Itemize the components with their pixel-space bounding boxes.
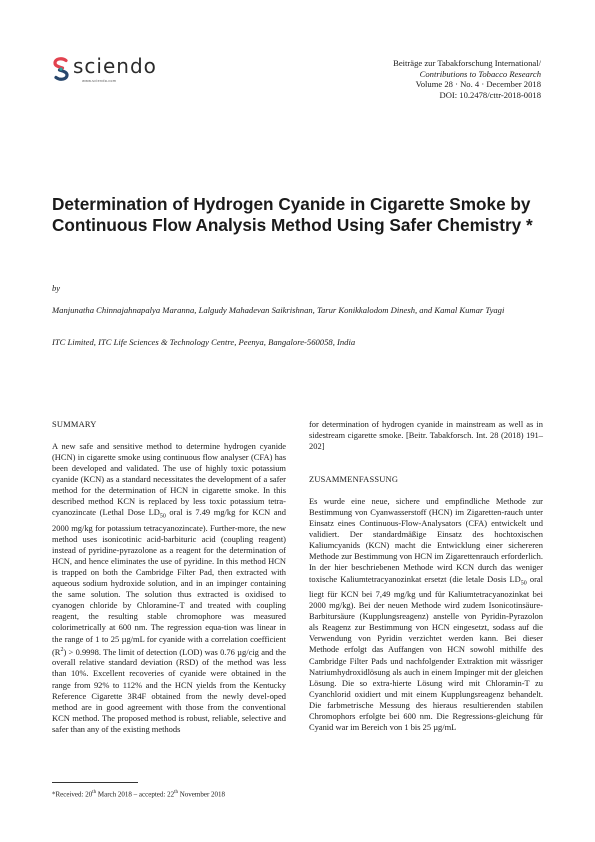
footnote-divider: [52, 782, 138, 783]
summary-text: A new safe and sensitive method to determine hydrogen cyanide (HCN) in cigarette smoke using continuous flow analyser (CFA) has been developed and validated. The use of highly toxic potassium cyanide (KCN) as a standard necessitates the development of a safer method for the determination of HCN in cigarette smoke. In this described method KCN is replaced by less toxic potassium tetra-cyanozincate (Lethal Dose $LD_{50}$ oral is 7.49 mg/kg for KCN and 2000 mg/kg for potassium tetracyanozincate). Further-more, the new method uses isonicotinic acid-barbituric acid (coupling reagent) instead of pyridine-pyrazolone as a reagent for the determination of HCN, and hence eliminates the use of pyridine. In this method HCN is trapped on both the Cambridge Filter Pad, then extracted with aqueous sodium hydroxide solution, and in an impinger containing the same solution. The solution thus extracted is oxidised to cyanogen chloride by Chloramine-T and treated with coupling reagent, the resulting stable chromophore was measured colorimetrically at 600 nm. The regression equa-tion was linear in the range of 1 to 25 µg/mL for cyanide with a correlation coefficient $(R^2) > 0.9998$. The limit of detection (LOD) was 0.76 µg/cig and the overall relative standard deviation (RSD) of the method was less than 10%. Excellent recoveries of cyanide were obtained in the range from 92% to 112% and the HCN yields from the Kentucky Reference Cigarette 3R4F obtained from the newly devel-oped method are in good agreement with those from the conventional KCN method. The proposed method is robust, reliable, selective and safer than any of the existing methods: [52, 441, 286, 734]
journal-title-de: Beiträge zur Tabakforschung International/: [393, 58, 541, 68]
journal-info: [393, 58, 541, 100]
zusammenfassung-heading: ZUSAMMENFASSUNG: [309, 474, 399, 485]
journal-volume: Volume 28 · No. 4 · December 2018: [415, 79, 541, 90]
author-list: Manjunatha Chinnajahnapalya Maranna, Lalgudy Mahadevan Saikrishnan, Tarur Konikkalodom Dinesh, and Kamal Kumar Tyagi: [52, 305, 505, 315]
affiliation: ITC Limited, ITC Life Sciences & Technology Centre, Peenya, Bangalore-560058, India: [52, 337, 356, 347]
logo-wordmark: sciendo: [73, 54, 157, 78]
summary-heading: SUMMARY: [52, 419, 97, 429]
article-title: Determination of Hydrogen Cyanide in Cigarette Smoke by Continuous Flow Analysis Method Using Safer Chemistry *: [52, 194, 533, 235]
byline: by: [52, 283, 61, 293]
left-column: [52, 419, 286, 735]
journal-title-en: Contributions to Tobacco Research: [419, 68, 541, 79]
superscript-2: 2: [60, 646, 64, 653]
sciendo-logo: [52, 54, 182, 91]
subscript-50: 50: [159, 514, 166, 521]
sciendo-logo-mark: [52, 57, 70, 81]
subscript-50-de: 50: [520, 580, 527, 587]
right-column: [309, 419, 543, 733]
logo-tagline: www.sciendo.com: [82, 79, 117, 83]
zusammenfassung-text: Es wurde eine neue, sichere und empfindliche Methode zur Bestimmung von Cyanwasserstoff (HCN) im Zigaretten-rauch unter Einsatz eines Continuous-Flow-Analysators (CFA) entwickelt und validiert. Der standardmäßige Einsatz des hochtoxischen Kaliumcyanids (KCN) macht die Entwicklung einer sichereren Methode zur Bestimmung von HCN im Zigarettenrauch erforderlich. In der hier beschriebenen Methode wird KCN durch das weniger toxische Kaliumtetracyanozinkat ersetzt (die letale Dosis $LD_{50}$ oral liegt für KCN bei 7,49 mg/kg und für Kaliumtetracyanozinkat bei 2000 mg/kg). Bei der neuen Methode wird zudem Isonicotinsäure-Barbitursäure (Kupplungsreagenz) anstelle von Pyridin-Pyrazolon als Reagenz zur Bestimmung von HCN eingesetzt, sodass auf die Verwendung von Pyridin verzichtet werden kann. Bei dieser Methode erfolgt das Auffangen von HCN sowohl mithilfe des Cambridge Filter Pads und nachfolgender Extraktion mit wässriger Natriumhydroxidlösung als auch in einem Impinger mit der gleichen Lösung. Die so extra-hierte Lösung wird mit Chloramin-T zu Cyanchlorid oxidiert und mit einem Kupplungsreagenz behandelt. Die farbmetrische Messung des hieraus resultierenden stabilen Chromophors erfolgte bei 600 nm. Die Regressions-gleichung für Cyanid war im Bereich von 1 bis 25 µg/mL: [309, 496, 543, 732]
summary-continuation: for determination of hydrogen cyanide in mainstream as well as in sidestream cigarette smoke. [Beitr. Tabakforsch. Int. 28 (2018) 191–202]: [309, 419, 543, 452]
journal-doi: DOI: 10.2478/cttr-2018-0018: [439, 89, 541, 100]
received-footnote: *Received: 20th March 2018 – accepted: 22th November 2018: [52, 790, 226, 799]
